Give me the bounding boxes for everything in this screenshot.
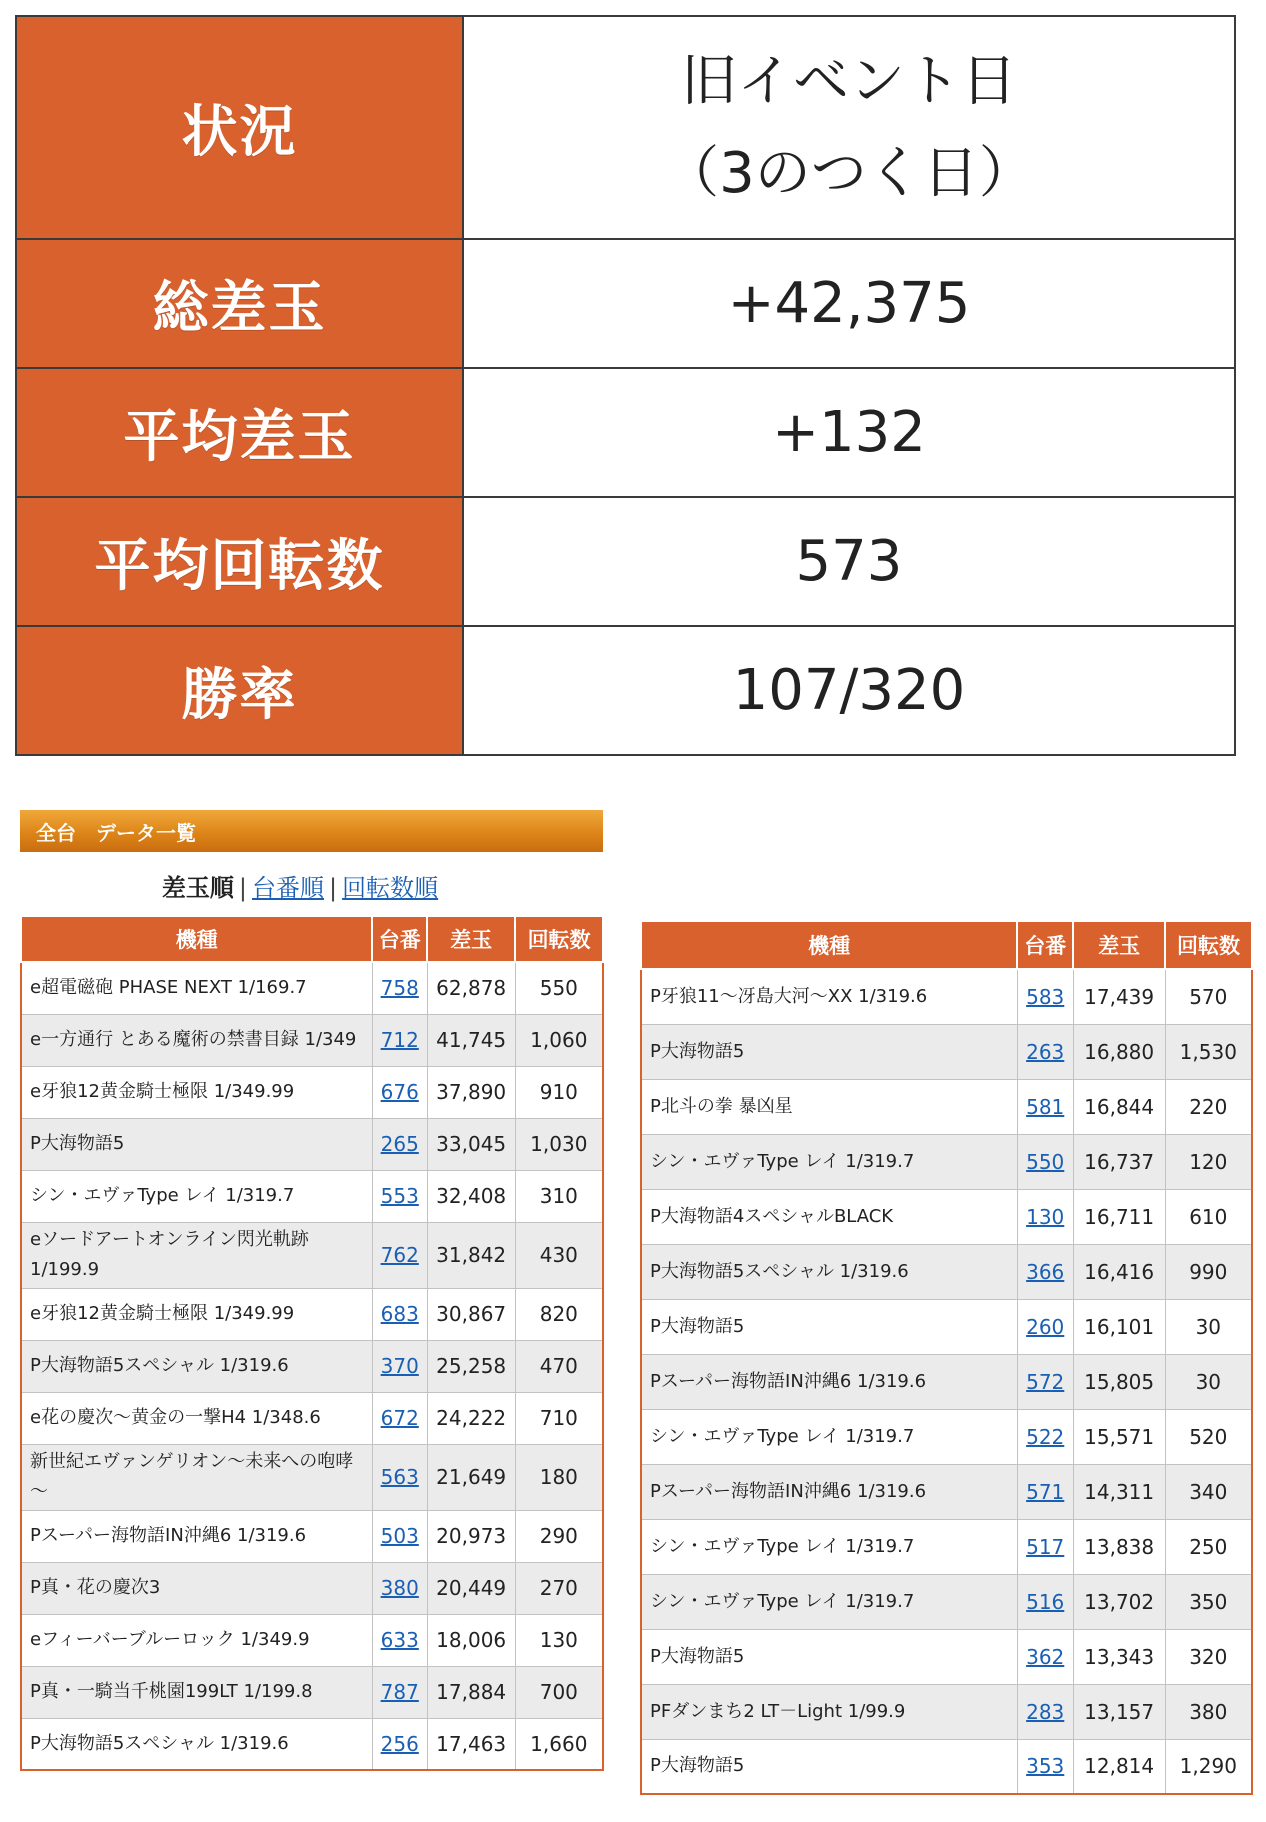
- spins-value: 1,660: [515, 1718, 603, 1770]
- machine-number-cell: [372, 1392, 427, 1444]
- diff-value: 20,973: [427, 1510, 515, 1562]
- diff-value: 16,711: [1073, 1189, 1165, 1244]
- diff-value: 14,311: [1073, 1464, 1165, 1519]
- spins-value: 470: [515, 1340, 603, 1392]
- machine-name: P真・一騎当千桃園199LT 1/199.8: [21, 1666, 372, 1718]
- machine-number-link[interactable]: 522: [1026, 1424, 1065, 1449]
- spins-value: 340: [1165, 1464, 1252, 1519]
- col-header-spins: 回転数: [515, 916, 603, 962]
- diff-value: 15,571: [1073, 1409, 1165, 1464]
- diff-value: 18,006: [427, 1614, 515, 1666]
- machine-name: P大海物語5: [641, 1739, 1017, 1794]
- machine-number-cell: [1017, 1354, 1073, 1409]
- table-row: [641, 1189, 1252, 1244]
- machine-name: e牙狼12黄金騎士極限 1/349.99: [21, 1066, 372, 1118]
- machine-number-cell: [1017, 1629, 1073, 1684]
- sort-bar: [0, 868, 600, 904]
- spins-value: 430: [515, 1222, 603, 1288]
- machine-number-link[interactable]: 762: [380, 1243, 419, 1267]
- diff-value: 25,258: [427, 1340, 515, 1392]
- diff-value: 31,842: [427, 1222, 515, 1288]
- machine-number-link[interactable]: 633: [380, 1628, 419, 1652]
- machine-name: Pスーパー海物語IN沖縄6 1/319.6: [641, 1464, 1017, 1519]
- spins-value: 700: [515, 1666, 603, 1718]
- machine-number-link[interactable]: 563: [380, 1465, 419, 1489]
- spins-value: 290: [515, 1510, 603, 1562]
- machine-name: 新世紀エヴァンゲリオン～未来への咆哮～: [21, 1444, 372, 1510]
- machine-number-link[interactable]: 683: [380, 1302, 419, 1326]
- table-row: [21, 1718, 603, 1770]
- table-row: [641, 1409, 1252, 1464]
- machine-number-link[interactable]: 130: [1026, 1204, 1065, 1229]
- machine-name: シン・エヴァType レイ 1/319.7: [641, 1134, 1017, 1189]
- machine-name: e花の慶次～黄金の一撃H4 1/348.6: [21, 1392, 372, 1444]
- machine-number-cell: [372, 1718, 427, 1770]
- table-row: [641, 1464, 1252, 1519]
- table-row: [641, 1079, 1252, 1134]
- spins-value: 990: [1165, 1244, 1252, 1299]
- status-value: [464, 17, 1234, 238]
- col-header-machine: 機種: [21, 916, 372, 962]
- diff-value: 62,878: [427, 962, 515, 1014]
- total-diff-label: 総差玉: [17, 240, 464, 367]
- machine-number-link[interactable]: 516: [1026, 1589, 1065, 1614]
- summary-row-avg-diff: [17, 367, 1234, 496]
- machine-name: シン・エヴァType レイ 1/319.7: [21, 1170, 372, 1222]
- table-row: [21, 962, 603, 1014]
- table-row: [21, 1288, 603, 1340]
- summary-row-win-rate: [17, 625, 1234, 754]
- table-row: [641, 1299, 1252, 1354]
- spins-value: 320: [1165, 1629, 1252, 1684]
- status-label: 状況: [17, 17, 464, 238]
- machine-number-cell: [1017, 1574, 1073, 1629]
- diff-value: 21,649: [427, 1444, 515, 1510]
- diff-value: 32,408: [427, 1170, 515, 1222]
- machine-number-link[interactable]: 362: [1026, 1644, 1065, 1669]
- status-value-line2: （3のつく日）: [663, 140, 1035, 206]
- machine-number-cell: [1017, 1134, 1073, 1189]
- diff-value: 15,805: [1073, 1354, 1165, 1409]
- table-row: [21, 1614, 603, 1666]
- spins-value: 820: [515, 1288, 603, 1340]
- spins-value: 270: [515, 1562, 603, 1614]
- spins-value: 1,030: [515, 1118, 603, 1170]
- machine-name: e牙狼12黄金騎士極限 1/349.99: [21, 1288, 372, 1340]
- diff-value: 16,844: [1073, 1079, 1165, 1134]
- machine-name: P大海物語5: [641, 1629, 1017, 1684]
- machine-number-cell: [372, 1666, 427, 1718]
- spins-value: 550: [515, 962, 603, 1014]
- machine-number-cell: [372, 1066, 427, 1118]
- data-table-right: [640, 920, 1253, 1795]
- table-row: [641, 1354, 1252, 1409]
- table-row: [21, 1118, 603, 1170]
- diff-value: 37,890: [427, 1066, 515, 1118]
- avg-diff-label: 平均差玉: [17, 369, 464, 496]
- spins-value: 220: [1165, 1079, 1252, 1134]
- diff-value: 17,463: [427, 1718, 515, 1770]
- machine-name: eソードアートオンライン閃光軌跡 1/199.9: [21, 1222, 372, 1288]
- machine-number-link[interactable]: 260: [1026, 1314, 1065, 1339]
- machine-number-link[interactable]: 572: [1026, 1369, 1065, 1394]
- machine-number-link[interactable]: 380: [380, 1576, 419, 1600]
- table-row: [21, 1222, 603, 1288]
- diff-value: 16,416: [1073, 1244, 1165, 1299]
- spins-value: 130: [515, 1614, 603, 1666]
- spins-value: 1,060: [515, 1014, 603, 1066]
- sort-by-diff-current: 差玉順: [161, 874, 234, 902]
- spins-value: 570: [1165, 969, 1252, 1024]
- machine-number-cell: [372, 1562, 427, 1614]
- machine-number-link[interactable]: 265: [380, 1132, 419, 1156]
- machine-name: eフィーバーブルーロック 1/349.9: [21, 1614, 372, 1666]
- machine-number-link[interactable]: 553: [380, 1184, 419, 1208]
- summary-row-status: [17, 17, 1234, 238]
- spins-value: 710: [515, 1392, 603, 1444]
- col-header-diff: 差玉: [427, 916, 515, 962]
- spins-value: 350: [1165, 1574, 1252, 1629]
- machine-name: P大海物語4スペシャルBLACK: [641, 1189, 1017, 1244]
- machine-number-link[interactable]: 370: [380, 1354, 419, 1378]
- status-value-line1: 旧イベント日: [681, 48, 1017, 114]
- sort-separator: |: [238, 874, 247, 902]
- machine-number-link[interactable]: 550: [1026, 1149, 1065, 1174]
- data-table-left: [20, 915, 604, 1771]
- machine-name: シン・エヴァType レイ 1/319.7: [641, 1519, 1017, 1574]
- machine-number-link[interactable]: 571: [1026, 1479, 1065, 1504]
- table-row: [641, 1684, 1252, 1739]
- total-diff-value: +42,375: [727, 271, 971, 336]
- table-row: [21, 1340, 603, 1392]
- spins-value: 30: [1165, 1354, 1252, 1409]
- machine-number-cell: [372, 1510, 427, 1562]
- machine-number-cell: [1017, 1299, 1073, 1354]
- machine-number-cell: [1017, 1684, 1073, 1739]
- table-header-row: [641, 921, 1252, 969]
- diff-value: 17,439: [1073, 969, 1165, 1024]
- machine-number-cell: [1017, 1519, 1073, 1574]
- machine-name: シン・エヴァType レイ 1/319.7: [641, 1574, 1017, 1629]
- diff-value: 16,880: [1073, 1024, 1165, 1079]
- machine-number-link[interactable]: 263: [1026, 1039, 1065, 1064]
- machine-name: P大海物語5スペシャル 1/319.6: [21, 1718, 372, 1770]
- win-rate-value: 107/320: [732, 658, 966, 723]
- diff-value: 24,222: [427, 1392, 515, 1444]
- machine-name: P大海物語5スペシャル 1/319.6: [21, 1340, 372, 1392]
- table-row: [641, 1244, 1252, 1299]
- machine-number-link[interactable]: 581: [1026, 1094, 1065, 1119]
- machine-name: Pスーパー海物語IN沖縄6 1/319.6: [641, 1354, 1017, 1409]
- machine-name: Pスーパー海物語IN沖縄6 1/319.6: [21, 1510, 372, 1562]
- table-row: [641, 1519, 1252, 1574]
- spins-value: 250: [1165, 1519, 1252, 1574]
- machine-number-link[interactable]: 503: [380, 1524, 419, 1548]
- machine-name: P大海物語5スペシャル 1/319.6: [641, 1244, 1017, 1299]
- machine-name: P大海物語5: [21, 1118, 372, 1170]
- spins-value: 180: [515, 1444, 603, 1510]
- machine-number-cell: [1017, 1244, 1073, 1299]
- diff-value: 13,702: [1073, 1574, 1165, 1629]
- col-header-number: 台番: [1017, 921, 1073, 969]
- spins-value: 120: [1165, 1134, 1252, 1189]
- machine-number-link[interactable]: 676: [380, 1080, 419, 1104]
- machine-number-link[interactable]: 712: [380, 1028, 419, 1052]
- summary-row-total: [17, 238, 1234, 367]
- machine-number-cell: [1017, 1189, 1073, 1244]
- diff-value: 13,838: [1073, 1519, 1165, 1574]
- machine-number-link[interactable]: 672: [380, 1406, 419, 1430]
- table-row: [641, 1134, 1252, 1189]
- table-row: [21, 1170, 603, 1222]
- table-row: [641, 1574, 1252, 1629]
- machine-number-cell: [1017, 1409, 1073, 1464]
- machine-number-cell: [372, 1014, 427, 1066]
- spins-value: 1,290: [1165, 1739, 1252, 1794]
- diff-value: 13,343: [1073, 1629, 1165, 1684]
- machine-number-link[interactable]: 366: [1026, 1259, 1065, 1284]
- diff-value: 13,157: [1073, 1684, 1165, 1739]
- machine-number-cell: [1017, 1079, 1073, 1134]
- table-row: [641, 1024, 1252, 1079]
- diff-value: 33,045: [427, 1118, 515, 1170]
- sort-separator: |: [329, 874, 338, 902]
- machine-name: P大海物語5: [641, 1024, 1017, 1079]
- machine-number-link[interactable]: 283: [1026, 1699, 1065, 1724]
- machine-number-cell: [372, 1118, 427, 1170]
- table-row: [21, 1014, 603, 1066]
- spins-value: 610: [1165, 1189, 1252, 1244]
- table-row: [21, 1510, 603, 1562]
- machine-name: PFダンまち2 LT－Light 1/99.9: [641, 1684, 1017, 1739]
- table-row: [641, 1629, 1252, 1684]
- table-row: [21, 1392, 603, 1444]
- summary-table: [15, 15, 1236, 756]
- avg-diff-value: +132: [772, 400, 926, 465]
- machine-name: P牙狼11～冴島大河～XX 1/319.6: [641, 969, 1017, 1024]
- machine-number-cell: [372, 1222, 427, 1288]
- diff-value: 16,737: [1073, 1134, 1165, 1189]
- diff-value: 30,867: [427, 1288, 515, 1340]
- machine-number-cell: [372, 1340, 427, 1392]
- diff-value: 41,745: [427, 1014, 515, 1066]
- avg-spins-label: 平均回転数: [17, 498, 464, 625]
- col-header-diff: 差玉: [1073, 921, 1165, 969]
- table-row: [21, 1066, 603, 1118]
- spins-value: 910: [515, 1066, 603, 1118]
- machine-number-link[interactable]: 353: [1026, 1754, 1065, 1779]
- table-row: [641, 969, 1252, 1024]
- table-header-row: [21, 916, 603, 962]
- machine-number-cell: [1017, 1739, 1073, 1794]
- diff-value: 12,814: [1073, 1739, 1165, 1794]
- machine-number-cell: [1017, 1024, 1073, 1079]
- machine-number-link[interactable]: 256: [380, 1731, 419, 1756]
- col-header-number: 台番: [372, 916, 427, 962]
- col-header-machine: 機種: [641, 921, 1017, 969]
- machine-name: シン・エヴァType レイ 1/319.7: [641, 1409, 1017, 1464]
- machine-number-link[interactable]: 583: [1026, 984, 1065, 1009]
- machine-name: P真・花の慶次3: [21, 1562, 372, 1614]
- section-banner: 全台 データ一覧: [20, 810, 603, 852]
- spins-value: 30: [1165, 1299, 1252, 1354]
- machine-number-link[interactable]: 758: [380, 976, 419, 1001]
- table-row: [21, 1666, 603, 1718]
- machine-number-cell: [1017, 1464, 1073, 1519]
- diff-value: 17,884: [427, 1666, 515, 1718]
- avg-spins-value: 573: [795, 529, 903, 594]
- sort-by-spins-link[interactable]: 回転数順: [342, 874, 439, 902]
- table-row: [21, 1562, 603, 1614]
- diff-value: 20,449: [427, 1562, 515, 1614]
- table-row: [641, 1739, 1252, 1794]
- col-header-spins: 回転数: [1165, 921, 1252, 969]
- spins-value: 1,530: [1165, 1024, 1252, 1079]
- diff-value: 16,101: [1073, 1299, 1165, 1354]
- machine-name: P北斗の拳 暴凶星: [641, 1079, 1017, 1134]
- machine-number-link[interactable]: 787: [380, 1680, 419, 1704]
- sort-by-number-link[interactable]: 台番順: [252, 874, 324, 902]
- machine-number-link[interactable]: 517: [1026, 1534, 1065, 1559]
- spins-value: 310: [515, 1170, 603, 1222]
- spins-value: 520: [1165, 1409, 1252, 1464]
- machine-number-cell: [372, 1170, 427, 1222]
- spins-value: 380: [1165, 1684, 1252, 1739]
- table-row: [21, 1444, 603, 1510]
- machine-number-cell: [1017, 969, 1073, 1024]
- machine-name: P大海物語5: [641, 1299, 1017, 1354]
- machine-number-cell: [372, 1444, 427, 1510]
- machine-name: e超電磁砲 PHASE NEXT 1/169.7: [21, 962, 372, 1014]
- machine-number-cell: [372, 1288, 427, 1340]
- machine-number-cell: [372, 1614, 427, 1666]
- summary-row-avg-spins: [17, 496, 1234, 625]
- machine-name: e一方通行 とある魔術の禁書目録 1/349: [21, 1014, 372, 1066]
- machine-number-cell: [372, 962, 427, 1014]
- win-rate-label: 勝率: [17, 627, 464, 754]
